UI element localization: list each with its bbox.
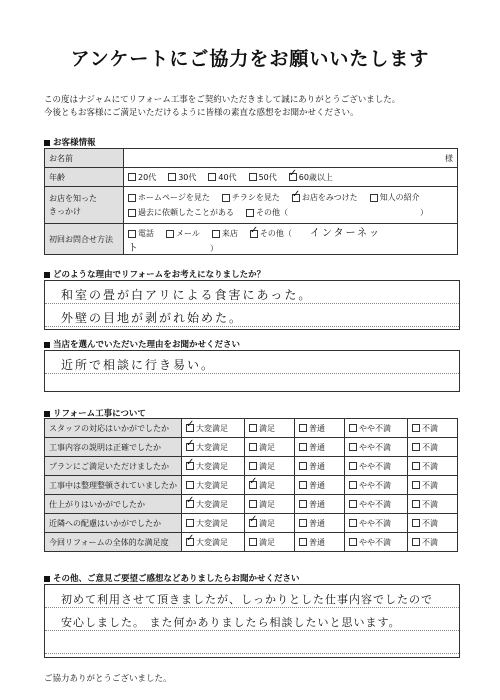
option-label: その他（ [256,208,288,217]
source-option[interactable] [246,208,288,217]
checkbox-icon[interactable] [299,481,307,489]
rating-option[interactable] [412,500,438,509]
option-label: 大変満足 [196,442,228,452]
option-label: 知人の紹介 [379,193,420,202]
checkbox-icon[interactable] [412,519,420,527]
age-option[interactable] [208,173,236,182]
q4-answer-line: 初めて利用させて頂きましたが、しっかりとした仕事内容でしたので [45,585,459,608]
checkbox-icon[interactable] [249,173,257,181]
rating-choice [245,514,295,533]
option-label: 不満 [422,480,438,490]
rating-choice [345,495,408,514]
rating-choice [295,514,345,533]
rating-question: 今回リフォームの全体的な満足度 [45,533,182,552]
rating-choice [408,438,458,457]
checkbox-icon[interactable] [349,481,357,489]
source-option[interactable] [128,193,210,202]
rating-choice [245,438,295,457]
rating-question: スタッフの対応はいかがでしたか [45,419,182,438]
rating-option[interactable] [299,481,325,490]
rating-row [45,457,458,476]
q3-label: リフォーム工事について [44,407,146,419]
rating-option[interactable] [412,519,438,528]
name-suffix: 様 [445,153,453,163]
rating-choice [295,438,345,457]
rating-choice [182,438,245,457]
rating-option[interactable] [186,519,228,528]
customer-info-table [44,148,458,255]
rating-option[interactable] [349,538,391,547]
checkbox-checked-icon[interactable] [186,500,194,508]
option-label: 大変満足 [196,423,228,433]
rating-option[interactable] [349,519,391,528]
checkbox-icon[interactable] [349,443,357,451]
option-label: 大変満足 [196,518,228,528]
checkbox-icon[interactable] [349,538,357,546]
rating-question: 工事中は整理整頓されていましたか [45,476,182,495]
intro-text [44,94,400,120]
rating-question: 仕上がりはいかがでしたか [45,495,182,514]
checkbox-icon[interactable] [249,424,257,432]
q1-answer-line: 外壁の目地が剥がれ始めた。 [45,304,459,327]
rating-option[interactable] [186,462,228,471]
checkbox-icon[interactable] [349,462,357,470]
checkbox-icon[interactable] [412,424,420,432]
checkbox-icon[interactable] [186,481,194,489]
option-label: やや不満 [359,461,391,471]
option-label: 50代 [258,172,277,182]
rating-choice [182,476,245,495]
rating-choice [245,495,295,514]
rating-choice [408,533,458,552]
option-label: 不満 [422,461,438,471]
rating-choice [345,476,408,495]
age-options [124,168,458,187]
rating-choice [408,476,458,495]
option-label: 40代 [218,172,237,182]
checkbox-icon[interactable] [128,230,136,238]
option-label: 不満 [422,499,438,509]
option-label: 大変満足 [196,480,228,490]
checkbox-icon[interactable] [412,481,420,489]
rating-choice [295,419,345,438]
rating-choice [408,514,458,533]
checkbox-icon[interactable] [370,194,378,202]
option-label: 大変満足 [196,537,228,547]
customer-section-label: お客様情報 [44,136,96,148]
option-label: 大変満足 [196,461,228,471]
option-label: 普通 [309,461,325,471]
checkbox-checked-icon[interactable] [186,538,194,546]
rating-option[interactable] [299,443,325,452]
rating-option[interactable] [349,424,391,433]
contact-option[interactable] [166,229,200,238]
checkbox-icon[interactable] [349,519,357,527]
checkbox-icon[interactable] [299,519,307,527]
source-option[interactable] [128,208,234,217]
checkbox-checked-icon[interactable] [186,424,194,432]
age-option[interactable] [168,173,196,182]
q4-answer-box[interactable] [44,584,460,658]
contact-option[interactable] [212,229,238,238]
checkbox-icon[interactable] [186,519,194,527]
rating-option[interactable] [249,538,275,547]
source-option[interactable] [292,193,358,202]
page-title: アンケートにご協力をお願いいたします [70,48,430,70]
rating-choice [345,438,408,457]
q4-label: その他、ご意見ご要望ご感想などありましたらお聞かせください [44,572,300,584]
rating-choice [182,514,245,533]
checkbox-icon[interactable] [299,500,307,508]
rating-choice [295,533,345,552]
rating-option[interactable] [299,500,325,509]
option-label: 不満 [422,442,438,452]
rating-option[interactable] [412,424,438,433]
rating-choice [182,419,245,438]
q2-label: 当店を選んでいただいた理由をお聞かせください [44,338,240,350]
checkbox-icon[interactable] [222,194,230,202]
option-label: 満足 [259,499,275,509]
option-label: 来店 [221,229,238,238]
rating-option[interactable] [299,538,325,547]
rating-option[interactable] [249,424,275,433]
rating-option[interactable] [186,424,228,433]
rating-row [45,476,458,495]
rating-row [45,514,458,533]
rating-choice [182,457,245,476]
q4-answer-line [45,631,459,654]
option-label: 満足 [259,480,275,490]
footer-thanks: ご協力ありがとうございました。 [44,674,172,684]
checkbox-checked-icon[interactable] [186,462,194,470]
checkbox-icon[interactable] [249,538,257,546]
contact-other-answer: インターネット [128,228,381,254]
contact-option[interactable] [250,229,292,238]
rating-choice [295,457,345,476]
option-label: ホームページを見た [138,193,210,202]
q1-label: どのような理由でリフォームをお考えになりましたか？ [44,268,265,280]
rating-question: 工事内容の説明は正確でしたか [45,438,182,457]
option-label: 20代 [138,172,157,182]
name-field[interactable] [124,149,458,168]
rating-option[interactable] [412,462,438,471]
q1-answer-line: 和室の畳が白アリによる食害にあった。 [45,281,459,304]
option-label: 普通 [309,480,325,490]
rating-question: プランにご満足いただけましたか [45,457,182,476]
option-label: 普通 [309,537,325,547]
checkbox-icon[interactable] [249,443,257,451]
checkbox-icon[interactable] [168,173,176,181]
option-label: 30代 [178,172,197,182]
intro-line: 今後ともお客様にご満足いただけるように皆様の素直な感想をお聞かせください。 [44,108,359,118]
rating-choice [182,533,245,552]
option-label: 満足 [259,442,275,452]
rating-choice [245,476,295,495]
checkbox-icon[interactable] [299,424,307,432]
rating-option[interactable] [349,462,391,471]
rating-choice [245,457,295,476]
rating-choice [295,495,345,514]
option-label: メール [176,229,200,238]
option-label: 不満 [422,423,438,433]
checkbox-icon[interactable] [246,209,254,217]
contact-option[interactable] [128,229,154,238]
q1-answer-box[interactable] [44,280,460,330]
checkbox-checked-icon[interactable] [186,443,194,451]
rating-option[interactable] [249,481,275,490]
intro-line: この度はナジャムにてリフォーム工事をご契約いただきまして誠にありがとうございました。 [44,95,401,105]
rating-option[interactable] [412,538,438,547]
option-label: その他（ [259,229,292,238]
option-label: やや不満 [359,442,391,452]
checkbox-checked-icon[interactable] [250,230,258,238]
rating-choice [245,533,295,552]
age-option[interactable] [128,173,156,182]
rating-option[interactable] [299,424,325,433]
rating-choice [345,419,408,438]
rating-row [45,533,458,552]
checkbox-icon[interactable] [249,462,257,470]
option-label: 過去に依頼したことがある [138,208,234,217]
rating-option[interactable] [349,500,391,509]
rating-option[interactable] [186,500,228,509]
rating-option[interactable] [249,462,275,471]
rating-choice [408,457,458,476]
option-label: チラシを見た [231,193,280,202]
option-label: 不満 [422,518,438,528]
source-option[interactable] [370,193,420,202]
checkbox-icon[interactable] [208,173,216,181]
q2-answer-box[interactable] [44,350,460,392]
rating-option[interactable] [299,519,325,528]
checkbox-icon[interactable] [249,500,257,508]
rating-option[interactable] [249,519,275,528]
checkbox-icon[interactable] [128,194,136,202]
checkbox-icon[interactable] [212,230,220,238]
option-label: お店をみつけた [301,193,358,202]
q2-answer-line: 近所で相談に行き易い。 [45,351,459,374]
option-label: 電話 [138,229,154,238]
rating-option[interactable] [249,443,275,452]
rating-choice [345,533,408,552]
option-label: やや不満 [359,480,391,490]
rating-choice [295,476,345,495]
option-label: 普通 [309,423,325,433]
name-label: お名前 [45,149,124,168]
checkbox-icon[interactable] [412,443,420,451]
contact-label: 初回お問合せ方法 [45,224,124,255]
checkbox-icon[interactable] [299,538,307,546]
rating-choice [345,514,408,533]
option-label: やや不満 [359,518,391,528]
rating-option[interactable] [412,481,438,490]
option-label: 普通 [309,499,325,509]
option-label: 不満 [422,537,438,547]
checkbox-icon[interactable] [412,500,420,508]
rating-option[interactable] [186,481,228,490]
option-label: 普通 [309,518,325,528]
age-option[interactable] [289,173,333,182]
checkbox-checked-icon[interactable] [249,519,257,527]
contact-options: 電話 メール 来店✓ その他（ インターネット ） [124,224,458,255]
option-label: 満足 [259,537,275,547]
checkbox-icon[interactable] [299,462,307,470]
option-label: やや不満 [359,537,391,547]
q4-answer-line: 安心しました。 また何かありましたら相談したいと思います。 [45,608,459,631]
rating-option[interactable] [412,443,438,452]
rating-row [45,438,458,457]
rating-choice [408,419,458,438]
checkbox-checked-icon[interactable] [249,481,257,489]
checkbox-checked-icon[interactable] [289,173,297,181]
rating-option[interactable] [186,443,228,452]
option-label: 満足 [259,423,275,433]
checkbox-icon[interactable] [166,230,174,238]
age-label: 年齢 [45,168,124,187]
checkbox-icon[interactable] [299,443,307,451]
option-label: やや不満 [359,423,391,433]
checkbox-icon[interactable] [349,500,357,508]
checkbox-icon[interactable] [128,209,136,217]
option-label: 満足 [259,518,275,528]
source-options: ホームページを見た チラシを見た✓ お店をみつけた 知人の紹介 過去に依頼したことがある その他（ ） [124,187,458,224]
checkbox-icon[interactable] [349,424,357,432]
rating-option[interactable] [186,538,228,547]
rating-choice [245,419,295,438]
option-label: 大変満足 [196,499,228,509]
rating-choice [408,495,458,514]
rating-option[interactable] [299,462,325,471]
rating-row [45,419,458,438]
source-option[interactable] [222,193,280,202]
rating-row [45,495,458,514]
checkbox-icon[interactable] [128,173,136,181]
rating-question: 近隣への配慮はいかがでしたか [45,514,182,533]
rating-option[interactable] [349,481,391,490]
option-label: 満足 [259,461,275,471]
rating-option[interactable] [249,500,275,509]
rating-table [44,418,458,552]
checkbox-icon[interactable] [412,462,420,470]
option-label: やや不満 [359,499,391,509]
source-label: お店を知った きっかけ [45,187,124,224]
age-option[interactable] [249,173,277,182]
option-label: 60歳以上 [298,172,333,182]
rating-choice [182,495,245,514]
checkbox-icon[interactable] [412,538,420,546]
option-label: 普通 [309,442,325,452]
rating-choice [345,457,408,476]
rating-option[interactable] [349,443,391,452]
checkbox-checked-icon[interactable] [292,194,300,202]
